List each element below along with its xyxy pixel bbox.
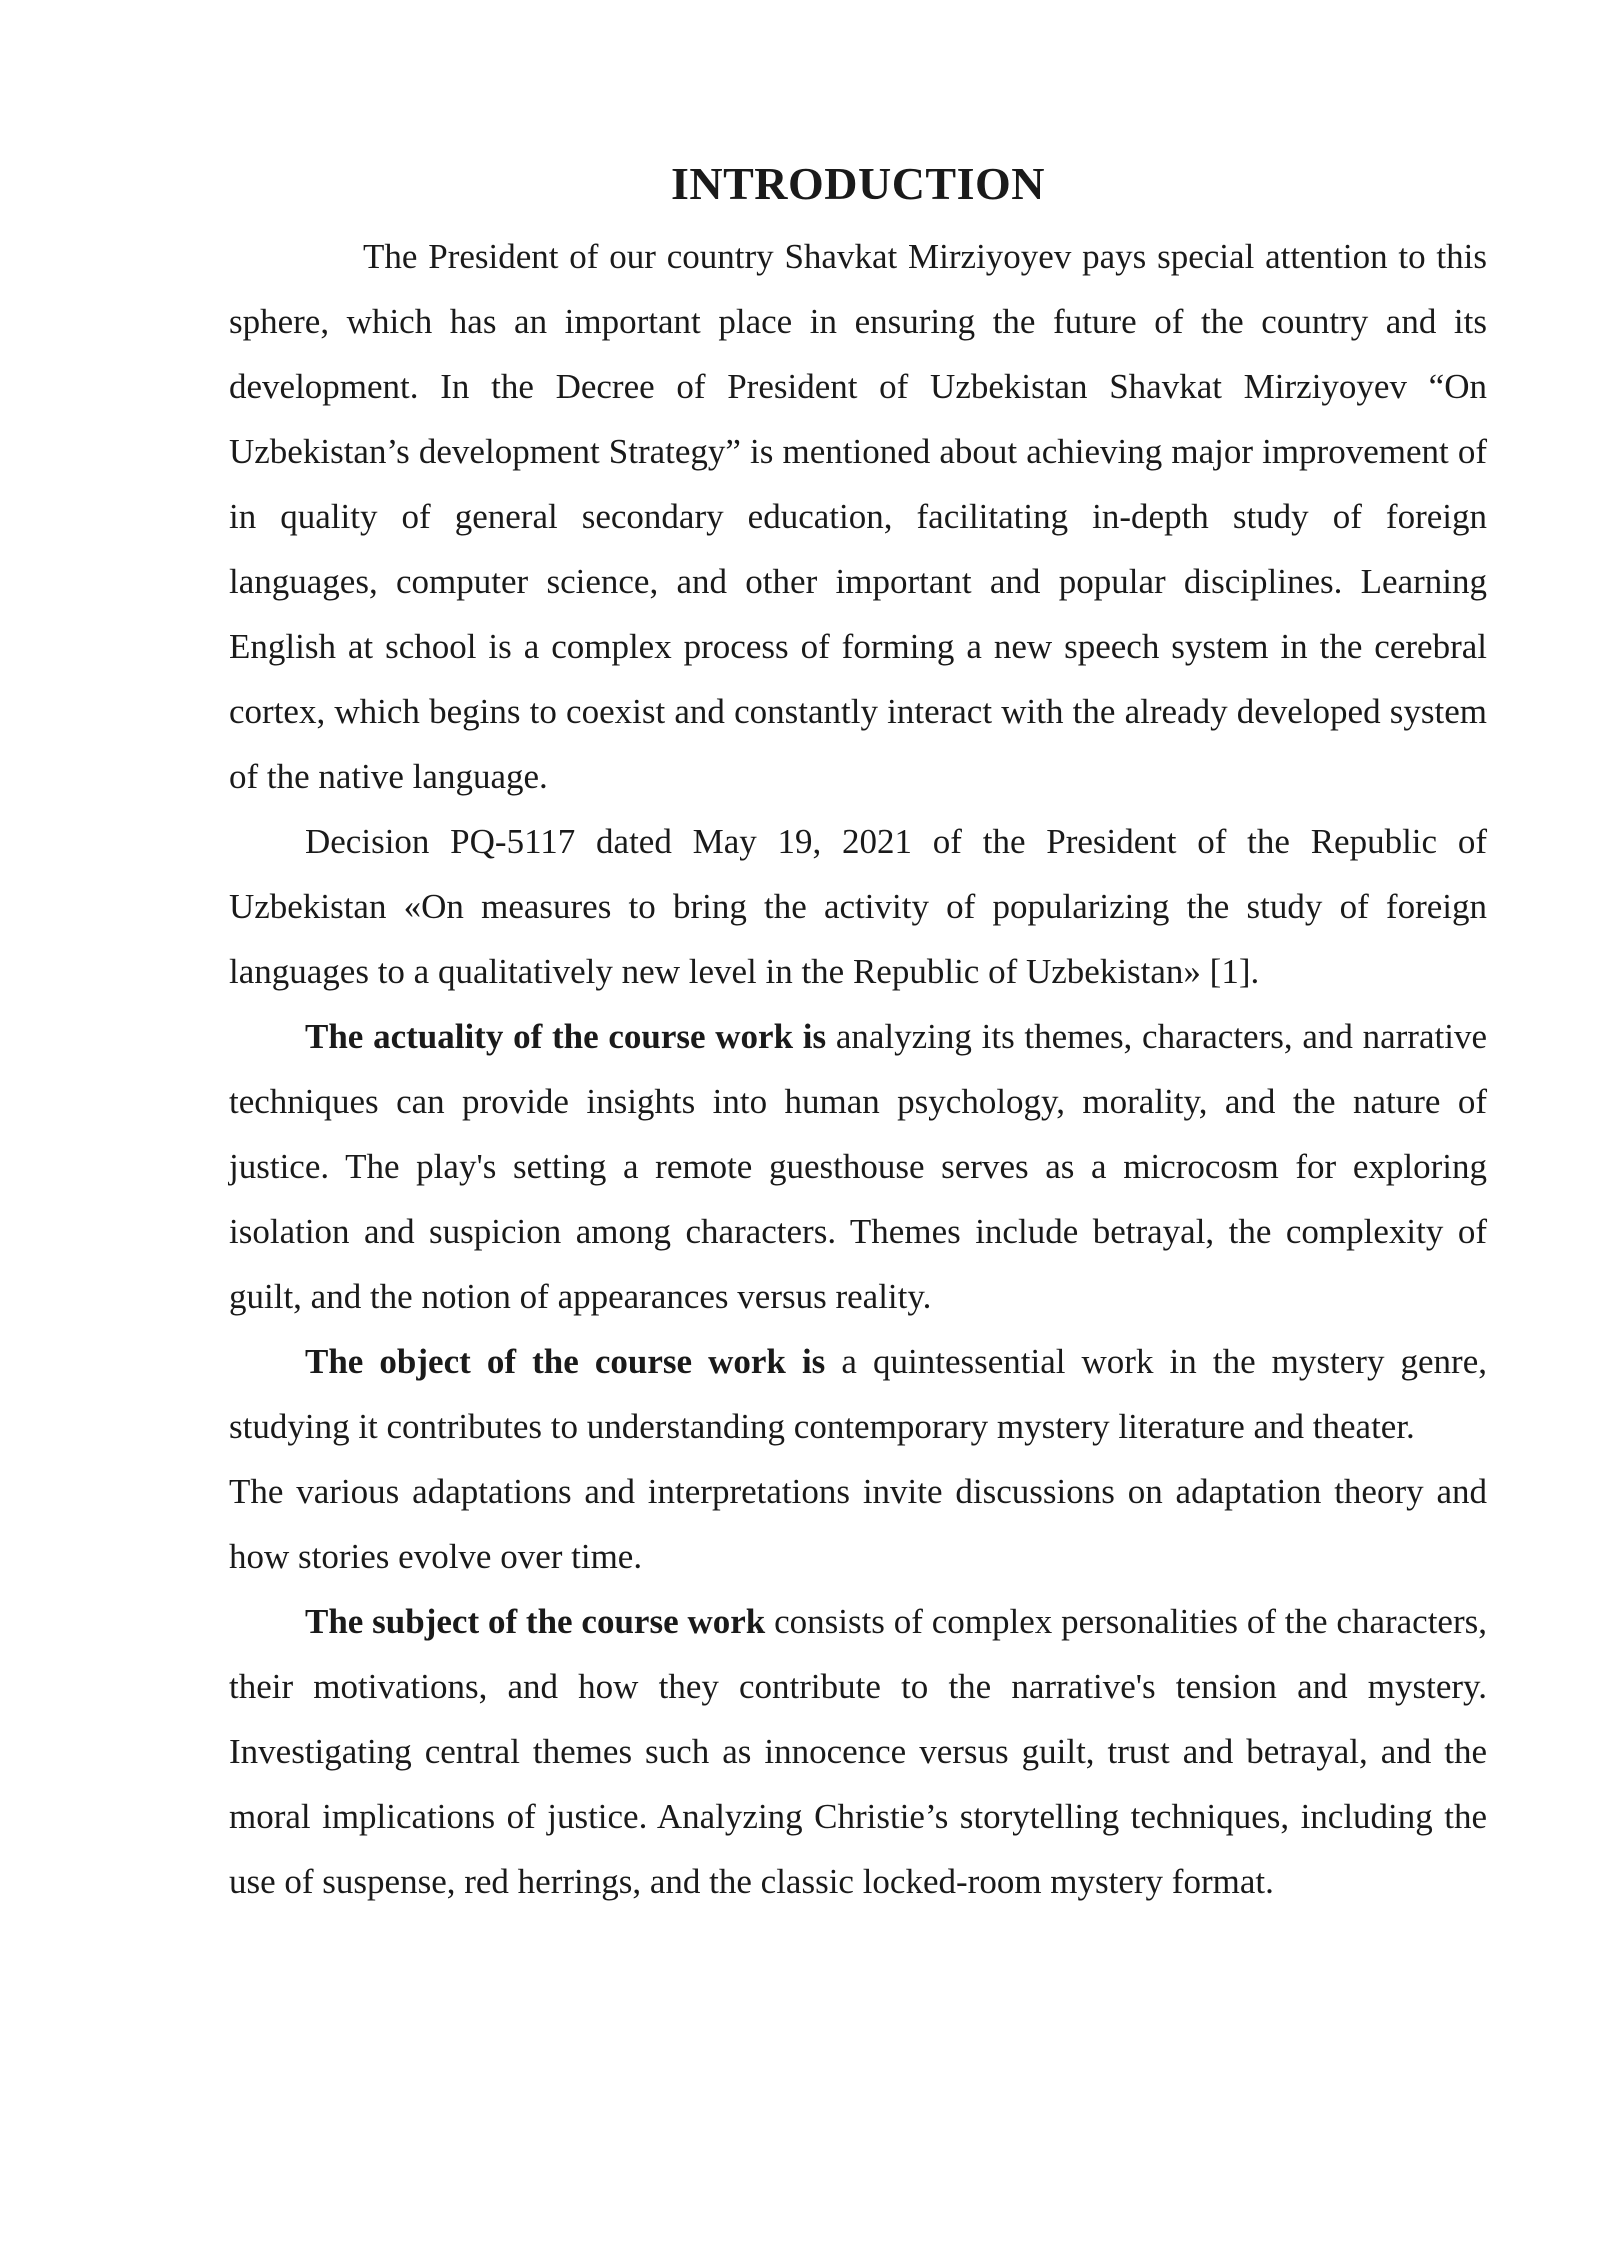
paragraph-subject (229, 1589, 1487, 1914)
page-title: INTRODUCTION (670, 158, 1046, 209)
paragraph-president-intro (229, 224, 1487, 809)
paragraph-text: a quintessential work in the mystery genre, studying it contributes to understanding contemporary mystery literature and theater. (229, 1342, 1488, 1446)
paragraph-lead-object: The object of the course work is (305, 1342, 826, 1381)
paragraph-text: analyzing its themes, characters, and narrative techniques can provide insights into human psychology, morality, and the nature of justice. The play's setting a remote guesthouse serves as a microcosm for exploring isolation and suspicion among characters. Themes include betrayal, the complexity of guilt, and the notion of appearances versus reality. (229, 1017, 1487, 1316)
paragraph-object (229, 1329, 1487, 1459)
paragraph-text: Decision PQ-5117 dated May 19, 2021 of the President of the Republic of Uzbekistan «On measures to bring the activity of popularizing the study of foreign languages to a qualitatively new level in the Republic of Uzbekistan» [1]. (229, 822, 1487, 991)
paragraph-text: The President of our country Shavkat Mirziyoyev pays special attention to this sphere, which has an important place in ensuring the future of the country and its development. In the Decree of President of Uzbekistan Shavkat Mirziyoyev “On Uzbekistan’s development Strategy” is mentioned about achieving major improvement of in quality of general secondary education, facilitating in-depth study of foreign languages, computer science, and other important and popular disciplines. Learning English at school is a complex process of forming a new speech system in the cerebral cortex, which begins to coexist and constantly interact with the already developed system of the native language. (229, 237, 1487, 796)
document-page (229, 148, 1487, 1914)
paragraph-adaptations (229, 1459, 1487, 1589)
paragraph-actuality (229, 1004, 1487, 1329)
paragraph-text: The various adaptations and interpretations invite discussions on adaptation theory and how stories evolve over time. (229, 1472, 1487, 1576)
paragraph-lead-actuality: The actuality of the course work is (305, 1017, 827, 1056)
paragraph-lead-subject: The subject of the course work (305, 1602, 766, 1641)
paragraph-text: consists of complex personalities of the characters, their motivations, and how they contribute to the narrative's tension and mystery. Investigating central themes such as innocence versus guilt, trust and betrayal, and the moral implications of justice. Analyzing Christie’s storytelling techniques, including the use of suspense, red herrings, and the classic locked-room mystery format. (229, 1602, 1487, 1901)
paragraph-decision (229, 809, 1487, 1004)
